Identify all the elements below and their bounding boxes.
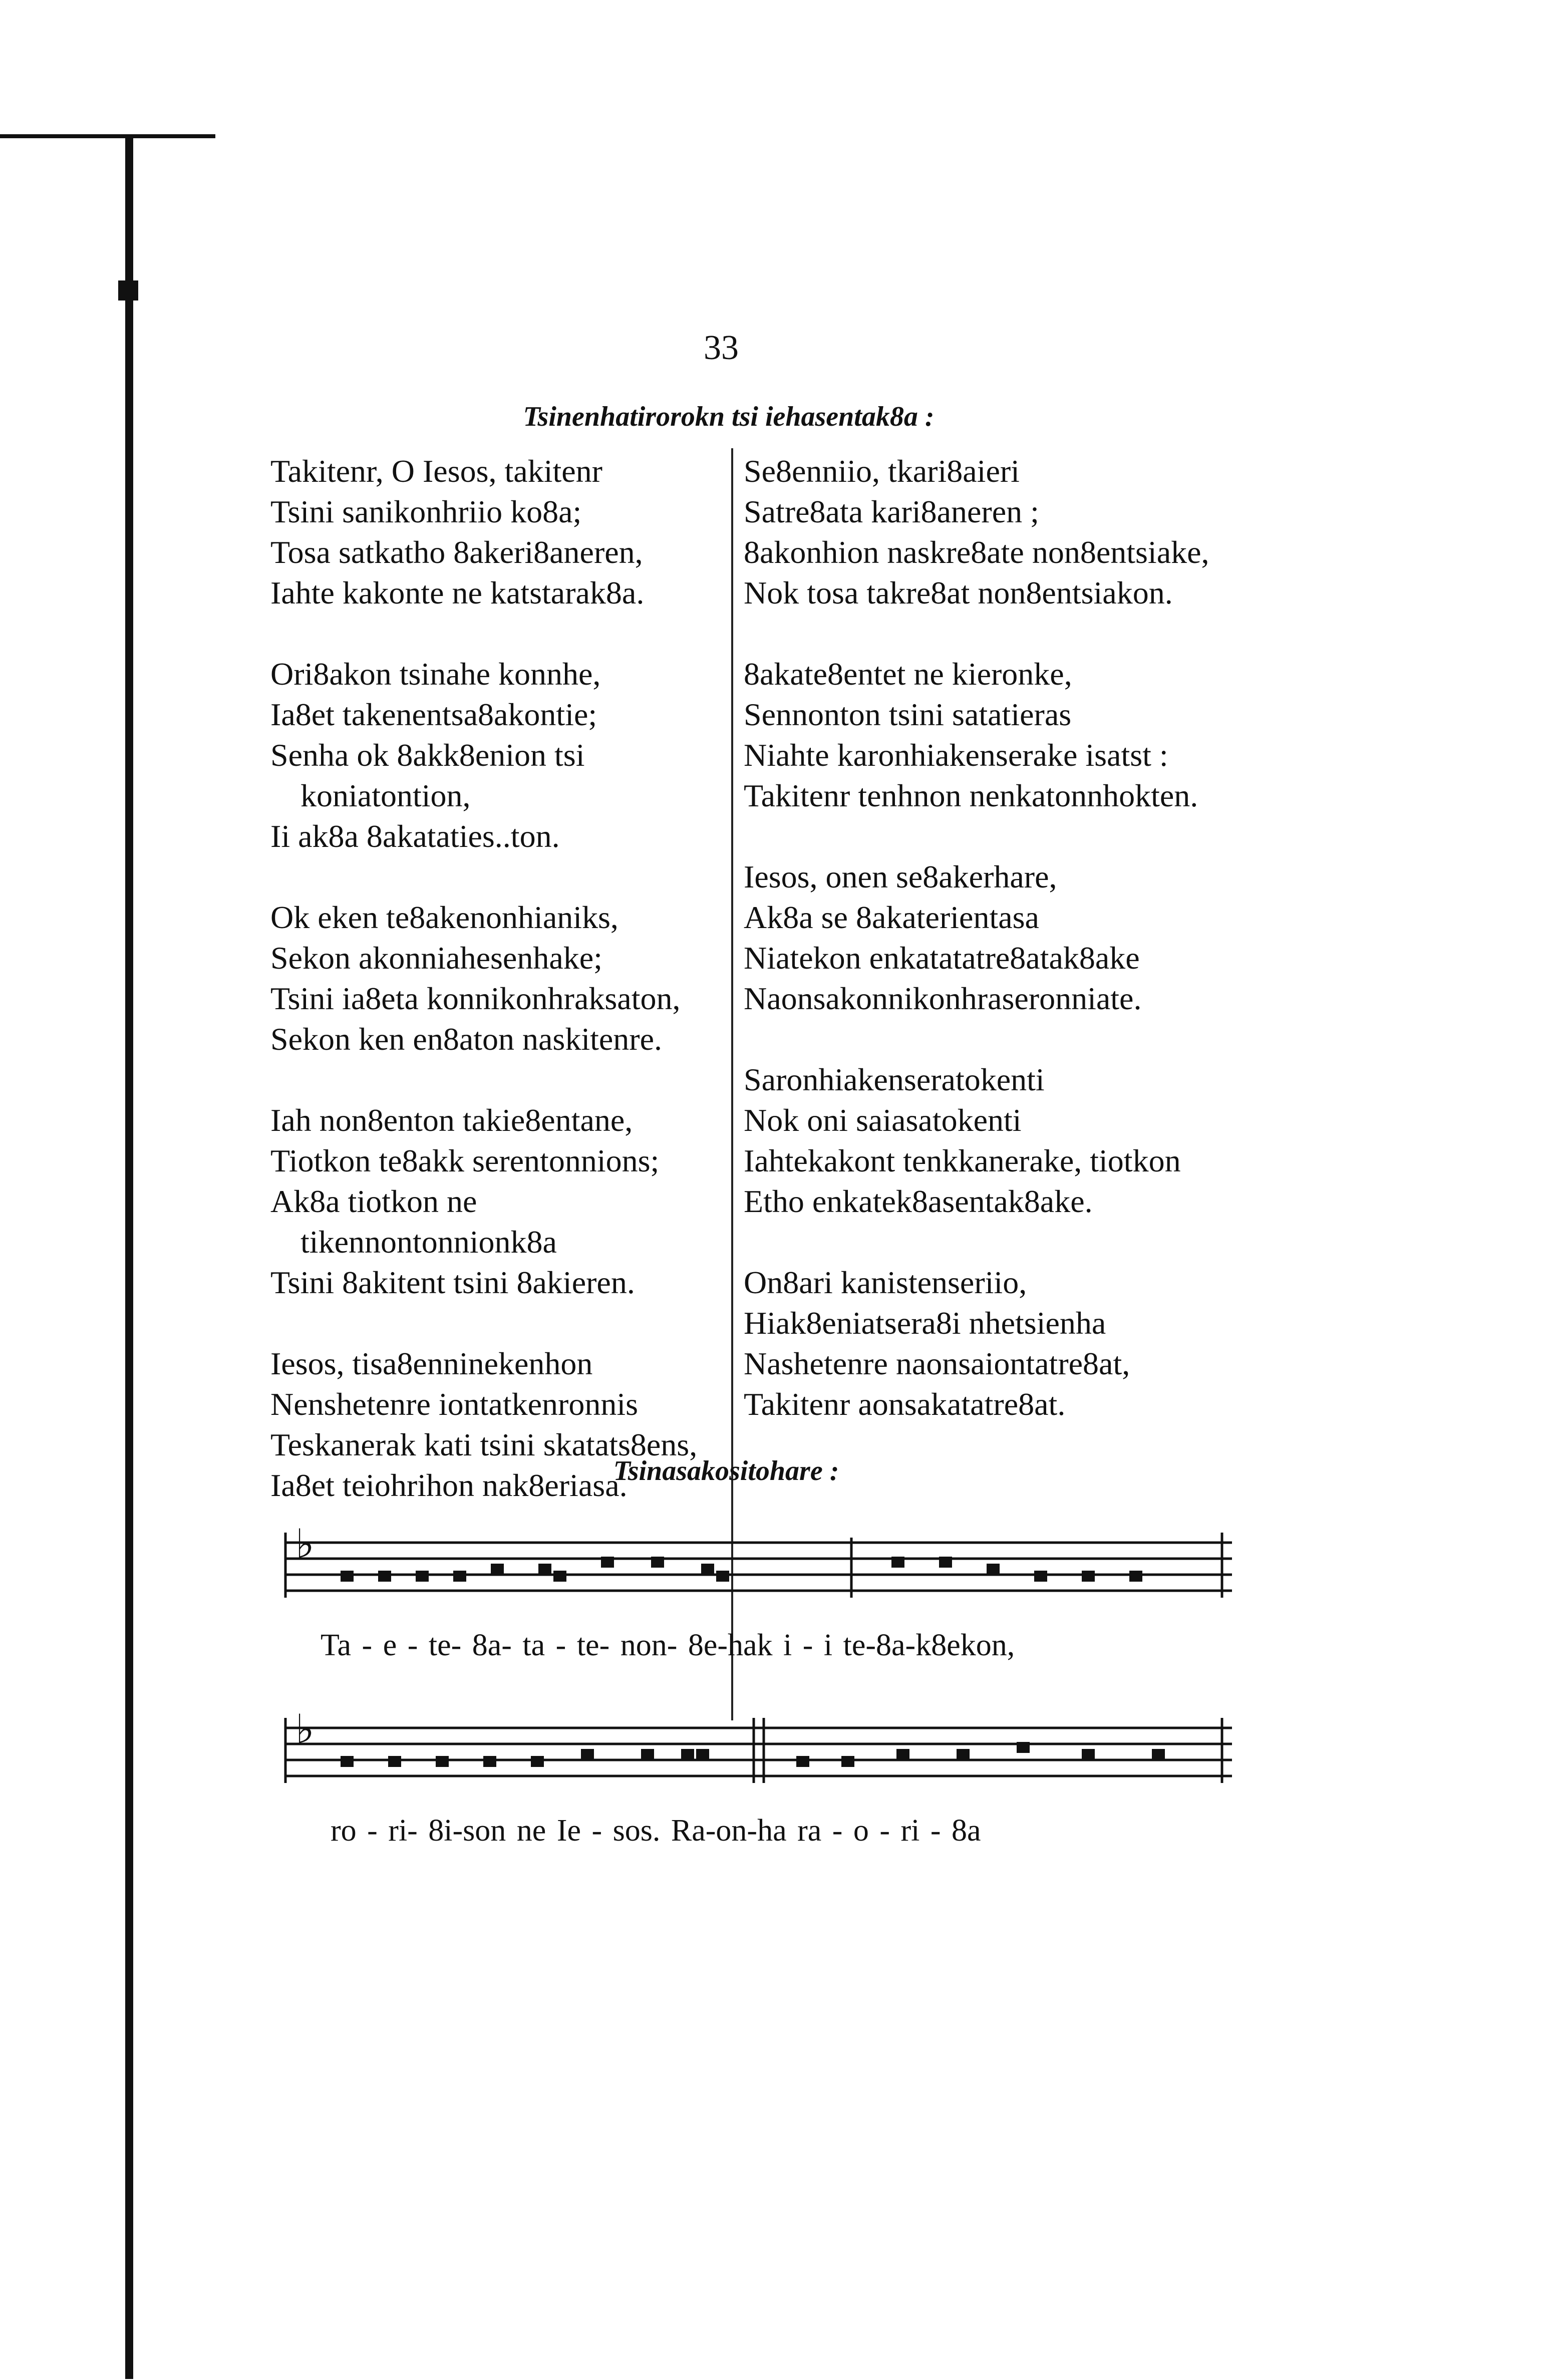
verse-line: Ia8et takenentsa8akontie; [270,697,597,732]
verse-line: Ok eken te8akenonhianiks, [270,900,619,935]
verse-line: Teskanerak kati tsini skatats8ens, [270,1427,698,1462]
verse-line: Takitenr, O Iesos, takitenr [270,453,602,489]
verse-line: 8akate8entet ne kieronke, [744,656,1072,692]
staff-notation [270,1523,1237,1623]
verse-line: Ii ak8a 8akataties..ton. [270,818,560,854]
stanza [744,451,1214,613]
right-column [744,451,1214,1465]
verse-line: Naonsakonnikonhraseronniate. [744,981,1142,1016]
verse-line: Ak8a tiotkon ne tikennontonnionk8a [270,1183,557,1260]
staff-notation [270,1708,1237,1808]
flat-sign: ♭ [295,1523,315,1567]
verse-line: Etho enkatek8asentak8ake. [744,1183,1093,1219]
verse-line: Iahtekakont tenkkanerake, tiotkon [744,1143,1181,1178]
stanza [744,654,1214,816]
verse-line: Iesos, tisa8enninekenhon [270,1346,593,1381]
chant-staff [270,1708,1237,1808]
verse-line: Se8enniio, tkari8aieri [744,453,1020,489]
verse-line: On8ari kanistenseriio, [744,1265,1027,1300]
verse-line: Sekon akonniahesenhake; [270,940,602,976]
stanza [270,897,741,1059]
page-edge-notch [118,280,138,301]
verse-line: Nenshetenre iontatkenronnis [270,1386,638,1422]
verse-line: Iesos, onen se8akerhare, [744,859,1057,895]
flat-sign: ♭ [295,1708,315,1752]
stanza [270,654,741,856]
verse-line: Tsini ia8eta konnikonhraksaton, [270,981,681,1016]
stanza [744,1059,1214,1222]
verse-line: Satre8ata kari8aneren ; [744,494,1039,529]
verse-line: Nok oni saiasatokenti [744,1102,1022,1138]
verse-line: Tsini sanikonhriio ko8a; [270,494,582,529]
stanza [744,856,1214,1019]
chant-lyrics: Ta - e - te- 8a- ta - te- non- 8e-hak i - i te-8a-k8ekon, [321,1628,1015,1662]
hymn-title: Tsinenhatirorokn tsi iehasentak8a : [523,401,935,432]
verse-line: Ori8akon tsinahe konnhe, [270,656,601,692]
verse-line: Hiak8eniatsera8i nhetsienha [744,1305,1106,1341]
chant-title: Tsinasakositohare : [613,1455,839,1486]
verse-line: Nok tosa takre8at non8entsiakon. [744,575,1173,611]
verse-line: Ia8et teiohrihon nak8eriasa. [270,1467,628,1503]
verse-line: Tsini 8akitent tsini 8akieren. [270,1265,635,1300]
page-number: 33 [704,329,739,367]
chant-staff [270,1523,1237,1623]
verse-line: Iahte kakonte ne katstarak8a. [270,575,645,611]
left-column [270,451,741,1546]
verse-line: Takitenr tenhnon nenkatonnhokten. [744,778,1198,813]
verse-line: Tosa satkatho 8akeri8aneren, [270,534,643,570]
verse-line: Nashetenre naonsaiontatre8at, [744,1346,1130,1381]
verse-line: Saronhiakenseratokenti [744,1062,1045,1097]
verse-line: Iah non8enton takie8entane, [270,1102,633,1138]
verse-line: Sennonton tsini satatieras [744,697,1072,732]
chant-lyrics: ro - ri- 8i-son ne Ie - sos. Ra-on-ha ra - o - ri - 8a [331,1814,981,1848]
verse-line: Senha ok 8akk8enion tsi koniatontion, [270,737,585,813]
verse-line: Sekon ken en8aton naskitenre. [270,1021,662,1057]
page-edge-tick [0,134,215,138]
verse-line: Niatekon enkatatatre8atak8ake [744,940,1140,976]
verse-line: Takitenr aonsakatatre8at. [744,1386,1066,1422]
stanza [270,1100,741,1303]
stanza [744,1262,1214,1424]
verse-line: Tiotkon te8akk serentonnions; [270,1143,660,1178]
verse-line: Ak8a se 8akaterientasa [744,900,1039,935]
stanza [270,451,741,613]
verse-line: 8akonhion naskre8ate non8entsiake, [744,534,1209,570]
page-edge-rule [125,135,133,2379]
verse-line: Niahte karonhiakenserake isatst : [744,737,1168,773]
